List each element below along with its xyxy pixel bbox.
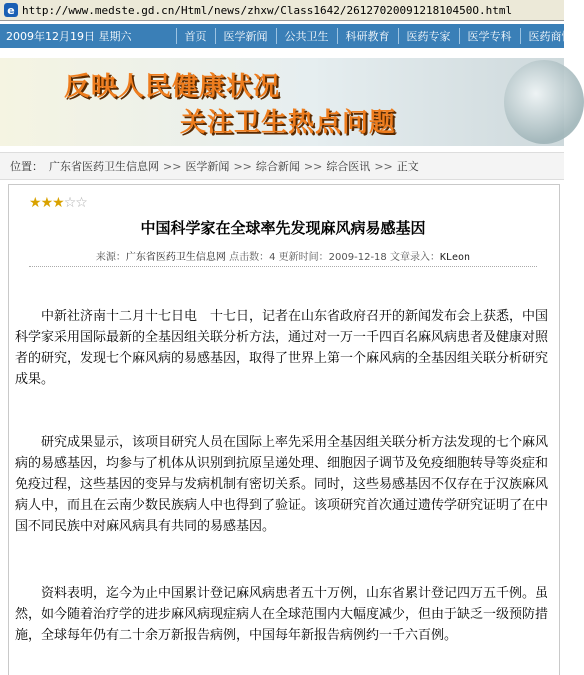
star-empty-icon: ☆: [63, 195, 76, 211]
nav-item-medical-news[interactable]: 医学新闻: [215, 28, 276, 44]
nav-item-specialties[interactable]: 医学专科: [459, 28, 520, 44]
article-paragraph: 研究成果显示，该项目研究人员在国际上率先采用全基因组关联分析方法发现的七个麻风病的易感基因，均参与了机体从识别到抗原呈递处理、细胞因子调节及免疫细胞转导等炎症和免疫过程，这些基因的变异与发病机制有密切关系。同时，这些易感基因不仅存在于汉族麻风病人中，而且在云南少数民族病人中也得到了验证。该项研究首次通过遗传学研究证明了在中国不同民族中对麻风病具有共同的易感基因。: [15, 435, 549, 534]
breadcrumb-item-site[interactable]: 广东省医药卫生信息网: [49, 160, 159, 173]
meta-source-label: 来源：: [95, 252, 126, 263]
breadcrumb-item-current: 正文: [396, 160, 419, 173]
article-panel: [8, 184, 560, 675]
breadcrumb-label: 位置：: [10, 160, 43, 173]
rating-stars: [29, 195, 87, 211]
address-bar[interactable]: [0, 0, 564, 21]
article-meta: [9, 248, 557, 263]
nav-item-public-health[interactable]: 公共卫生: [276, 28, 337, 44]
meta-editor-label: 文章录入：: [389, 252, 440, 263]
nav-item-research-education[interactable]: 科研教育: [337, 28, 398, 44]
breadcrumb-separator: >>: [233, 159, 252, 173]
nav-date: 2009年12月19日 星期六: [6, 30, 132, 43]
meta-updated-label: 更新时间：: [278, 252, 329, 263]
meta-updated: 2009-12-18: [328, 252, 387, 263]
breadcrumb-separator: >>: [374, 159, 393, 173]
star-filled-icon: ★: [40, 195, 53, 211]
breadcrumb-item-medical-news[interactable]: 医学新闻: [185, 160, 230, 173]
nav-item-medical-experts[interactable]: 医药专家: [398, 28, 459, 44]
banner-slogan-line1: 反映人民健康状况: [64, 72, 281, 102]
meta-source: 广东省医药卫生信息网: [125, 252, 226, 263]
address-url[interactable]: http://www.medste.gd.cn/Html/news/zhxw/Class1642/2612702009121810450O.html: [22, 3, 513, 17]
breadcrumb-separator: >>: [303, 159, 323, 173]
meta-clicks: 4: [269, 252, 276, 263]
banner-slogan-line2: 关注卫生热点问题: [180, 108, 397, 138]
star-filled-icon: ★: [52, 195, 64, 211]
top-nav-bar: [0, 24, 573, 48]
nav-item-market-info[interactable]: 医药商情: [520, 28, 581, 44]
header-banner: [0, 58, 564, 146]
ie-page-icon: e: [4, 3, 18, 17]
article-paragraph: 资料表明，迄今为止中国累计登记麻风病患者五十万例，山东省累计登记四万五千例。虽然，如今随着治疗学的进步麻风病现症病人在全球范围内大幅度减少，但由于缺乏一级预防措施，全球每年仍有二十余万新报告病例，中国每年新报告病例约一千六百例。: [15, 586, 549, 643]
breadcrumb-separator: >>: [163, 159, 182, 173]
banner-decoration: [504, 60, 584, 144]
star-filled-icon: ★: [29, 195, 41, 211]
breadcrumb-item-general-medical[interactable]: 综合医讯: [326, 160, 371, 173]
meta-divider: [29, 266, 537, 267]
meta-clicks-label: 点击数：: [229, 252, 270, 263]
star-empty-icon: ☆: [75, 195, 87, 211]
nav-item-home[interactable]: 首页: [176, 28, 215, 44]
meta-editor: KLeon: [439, 252, 471, 263]
article-paragraph: 中新社济南十二月十七日电 十七日，记者在山东省政府召开的新闻发布会上获悉，中国科学家采用国际最新的全基因组关联分析方法，通过对一万一千四百名麻风病患者及健康对照者的研究，发现七个麻风病的易感基因，取得了世界上第一个麻风病的全基因组关联分析研究成果。: [15, 309, 549, 387]
article-title: 中国科学家在全球率先发现麻风病易感基因: [140, 219, 426, 237]
breadcrumb-item-general-news[interactable]: 综合新闻: [255, 160, 300, 173]
breadcrumb: [0, 152, 564, 180]
